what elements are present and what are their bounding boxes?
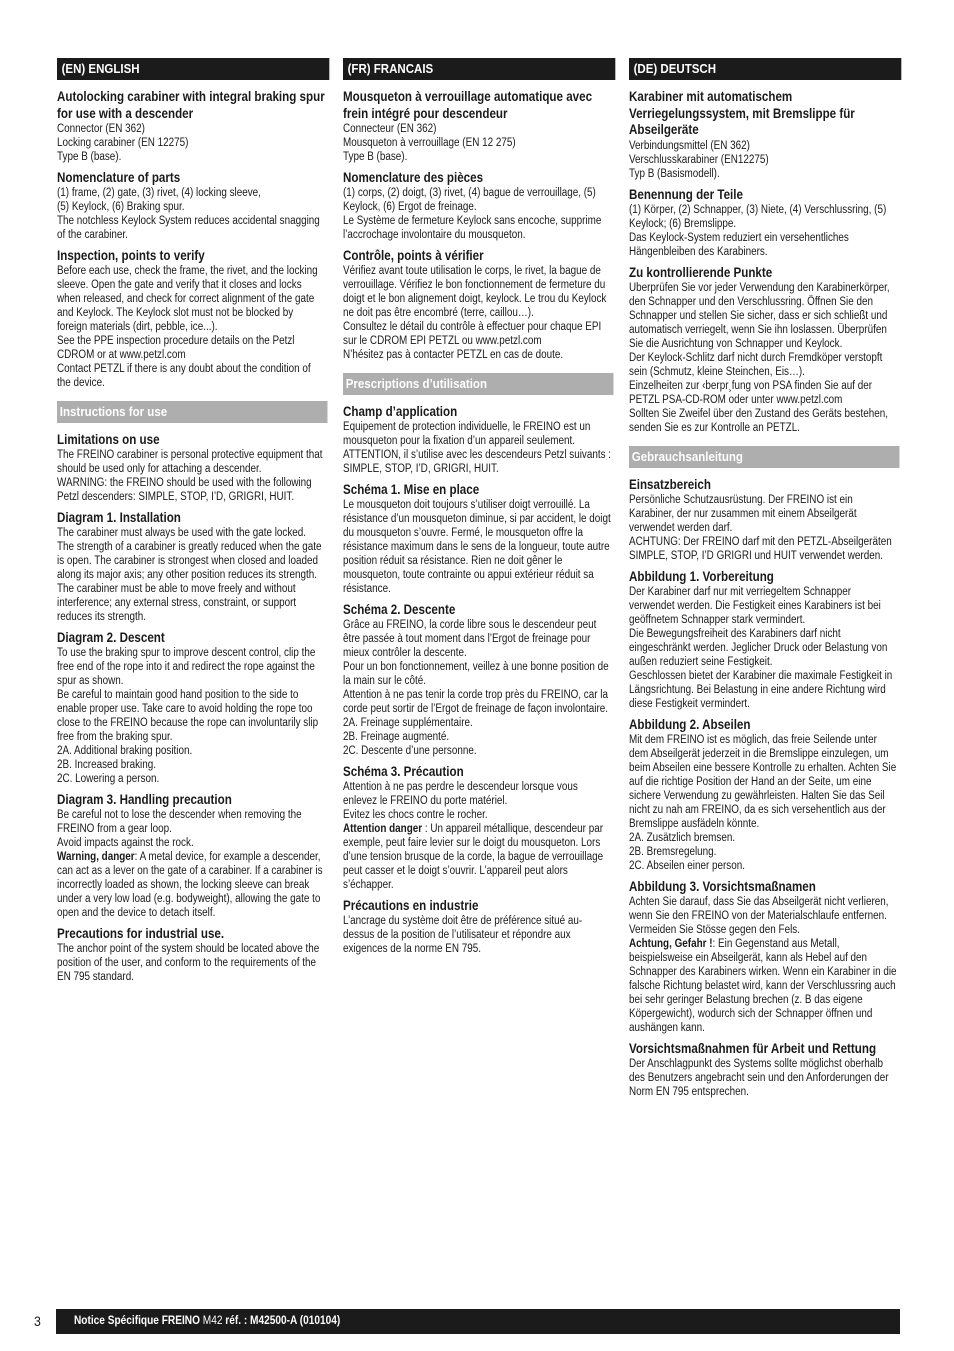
standards-text-en: Connector (EN 362) Locking carabiner (EN 12275) Type B (base). — [57, 123, 189, 163]
industrial-heading-de: Vorsichtsmaßnahmen für Arbeit und Rettung — [629, 1040, 877, 1056]
column-english — [57, 58, 325, 984]
product-title-fr: Mousqueton à verrouillage automatique avec frein intégré pour descendeur — [343, 89, 593, 121]
footer-text — [74, 1309, 340, 1334]
inspection-text-fr: Vérifiez avant toute utilisation le corps, le rivet, la bague de verrouillage. Vérifiez le bon fonctionnement de fermeture du doigt et le bon alignement doigt, keylock. Le trou du Keylock ne doit pas être encombré (terre, caillou…). Consultez le détail du contrôle à effectuer pour chaque EPI sur le CDROM EPI PETZL ou www.petzl.com N’hésitez pas à contacter PETZL en cas de doute. — [343, 265, 607, 361]
product-title-en: Autolocking carabiner with integral braking spur for use with a descender — [57, 89, 325, 121]
diagram3-heading-fr: Schéma 3. Précaution — [343, 764, 464, 779]
diagram3-text-part1-en: Be careful not to lose the descender when removing the FREINO from a gear loop. Avoid impacts against the rock. — [57, 809, 302, 849]
instructions-bar-de: Gebrauchsanleitung — [629, 446, 900, 468]
warning-label-de: Achtung, Gefahr ! — [629, 937, 713, 950]
limitations-text-fr: Equipement de protection individuelle, le FREINO est un mousqueton pour la fixation d’un appareil seulement. ATTENTION, il s’utilise avec les descendeurs Petzl suivants : SIMPLE, STOP, I’D, GRIGRI, HUIT. — [343, 421, 612, 475]
diagram2-heading-fr: Schéma 2. Descente — [343, 602, 456, 617]
diagram1-heading-en: Diagram 1. Installation — [57, 510, 181, 525]
limitations-heading-fr: Champ d’application — [343, 404, 458, 419]
standards-text-de: Verbindungsmittel (EN 362) Verschlusskarabiner (EN12275) Typ B (Basismodell). — [629, 139, 769, 180]
column-german — [629, 58, 897, 1099]
instructions-bar-fr: Prescriptions d’utilisation — [343, 373, 614, 395]
inspection-heading-fr: Contrôle, points à vérifier — [343, 248, 484, 263]
industrial-text-en: The anchor point of the system should be located above the position of the user, and conform to the requirements of the EN 795 standard. — [57, 943, 320, 983]
diagram3-text-en — [57, 808, 325, 920]
footer-reference: réf. : M42500-A (010104) — [222, 1315, 341, 1327]
diagram3-text-part2-en: : A metal device, for example a descender, can act as a lever on the gate of a carabiner. If a carabiner is incorrectly loaded as shown, the locking sleeve can break under a very low load (e.g. bodyweight), allowing the gate to open and the device to detach itself. — [57, 851, 323, 919]
industrial-heading-en: Precautions for industrial use. — [57, 926, 225, 941]
diagram1-text-de: Der Karabiner darf nur mit verriegeltem Schnapper verwendet werden. Die Festigkeit eines Karabiners ist bei geöffnetem Schnapper stark vermindert. Die Bewegungsfreiheit des Karabiners darf nicht eingeschränkt werden. Jeglicher Druck oder Belastung von außen reduziert seine Festigkeit. Geschlossen bietet der Karabiner die maximale Festigkeit in Längsrichtung. Bei Belastung in eine andere Richtung wird diese Festigkeit vermindert. — [629, 585, 893, 710]
diagram2-heading-de: Abbildung 2. Abseilen — [629, 716, 751, 732]
inspection-heading-en: Inspection, points to verify — [57, 248, 205, 263]
nomenclature-heading-de: Benennung der Teile — [629, 186, 743, 202]
diagram2-text-en: To use the braking spur to improve descent control, clip the free end of the rope into it and redirect the rope against the spur as shown. Be careful to maintain good hand position to the side to enable proper use. Take care to avoid holding the rope too close to the FREINO because the rope can involuntarily slip free from the braking spur. 2A. Additional braking position. 2B. Increased braking. 2C. Lowering a person. — [57, 647, 319, 785]
limitations-text-en: The FREINO carabiner is personal protective equipment that should be used only for attaching a descender. WARNING: the FREINO should be used with the following Petzl descenders: SIMPLE, STOP, I’D, GRIGRI, HUIT. — [57, 449, 323, 503]
limitations-text-de: Persönliche Schutzausrüstung. Der FREINO ist ein Karabiner, der nur zusammen mit einem Abseilgerät verwendet werden darf. ACHTUNG: Der FREINO darf mit den PETZL-Abseilgeräten SIMPLE, STOP, I’D GRIGRI und HUIT verwendet werden. — [629, 493, 892, 562]
industrial-heading-fr: Précautions en industrie — [343, 898, 479, 913]
diagram3-text-fr — [343, 780, 611, 892]
nomenclature-text-fr: (1) corps, (2) doigt, (3) rivet, (4) bague de verrouillage, (5) Keylock, (6) Ergot de freinage. Le Système de fermeture Keylock sans encoche, supprime l’accrochage involontaire du mousqueton. — [343, 187, 602, 241]
nomenclature-heading-fr: Nomenclature des pièces — [343, 170, 484, 185]
diagram1-heading-fr: Schéma 1. Mise en place — [343, 482, 480, 497]
nomenclature-text-de: (1) Körper, (2) Schnapper, (3) Niete, (4) Verschlussring, (5) Keylock; (6) Bremslippe. Das Keylock-System reduziert ein versehentliches Hängenbleiben des Karabiners. — [629, 203, 887, 258]
footer-model: M42 — [202, 1315, 223, 1327]
standards-text-fr: Connecteur (EN 362) Mousqueton à verrouillage (EN 12 275) Type B (base). — [343, 123, 516, 163]
diagram1-heading-de: Abbildung 1. Vorbereitung — [629, 568, 774, 584]
footer-label: Notice Spécifique FREINO — [74, 1315, 203, 1327]
language-header-fr: (FR) FRANCAIS — [343, 58, 616, 80]
inspection-text-de: Überprüfen Sie vor jeder Verwendung den Karabinerkörper, den Schnapper und den Verschlussring. Öffnen Sie den Schnapper und stellen Sie sicher, dass er sich schließt und automatisch verriegelt, wenn Sie ihn loslassen. Überprüfen Sie die Ausrichtung von Schnapper und Keylock. Der Keylock-Schlitz darf nicht durch Fremdköper verstopft sein (Schmutz, kleine Steinchen, Eis…). Einzelheiten zur ‹berpr¸fung von PSA finden Sie auf der PETZL PSA-CD-ROM oder unter www.petzl.com Sollten Sie Zweifel über den Zustand des Geräts bestehen, senden Sie es zur Kontrolle an PETZL. — [629, 281, 890, 434]
diagram3-text-de — [629, 895, 897, 1035]
language-header-en: (EN) ENGLISH — [57, 58, 330, 80]
inspection-heading-de: Zu kontrollierende Punkte — [629, 264, 773, 280]
diagram2-text-de: Mit dem FREINO ist es möglich, das freie Seilende unter dem Abseilgerät jederzeit in die Bremslippe einzulegen, um beim Abseilen eine bessere Kontrolle zu erhalten. Achten Sie auf die richtige Position der Hand an der Seite, um eine sichere Verwendung zu gewährleisten. Halten Sie das Seil nicht zu nah am FREINO, da es sich versehentlich aus der Bremslippe ausfädeln könnte. 2A. Zusätzlich bremsen. 2B. Bremsregelung. 2C. Abseilen einer person. — [629, 733, 897, 872]
footer-bar — [56, 1309, 900, 1334]
industrial-text-fr: L’ancrage du système doit être de préférence situé au-dessus de la position de l’utilisateur et répondre aux exigences de la norme EN 795. — [343, 915, 583, 955]
diagram3-heading-en: Diagram 3. Handling precaution — [57, 792, 232, 807]
diagram2-text-fr: Grâce au FREINO, la corde libre sous le descendeur peut être passée à tout moment dans l’Ergot de freinage pour mieux contrôler la descente. Pour un bon fonctionnement, veillez à une bonne position de la main sur le côté. Attention à ne pas tenir la corde trop près du FREINO, car la corde peut sortir de l’Ergot de freinage de façon involontaire. 2A. Freinage supplémentaire. 2B. Freinage augmenté. 2C. Descente d’une personne. — [343, 619, 609, 757]
diagram3-text-part1-de: Achten Sie darauf, dass Sie das Abseilgerät nicht verlieren, wenn Sie den FREINO von der Materialschlaufe entfernen. Vermeiden Sie Stösse gegen den Fels. — [629, 895, 889, 936]
diagram1-text-en: The carabiner must always be used with the gate locked. The strength of a carabiner is greatly reduced when the gate is open. The carabiner is strongest when closed and loaded along its major axis; any other position reduces its strength. The carabiner must be able to move freely and without interference; any external stress, constraint, or support reduces its strength. — [57, 527, 322, 623]
diagram3-text-part2-fr: : Un appareil métallique, descendeur par exemple, peut faire levier sur le doigt du mousqueton. Lors d’une tension brusque de la corde, la bague de verrouillage peut casser et le doigt s’ouvrir. L’appareil peut alors s’échapper. — [343, 823, 604, 891]
instructions-bar-en: Instructions for use — [57, 401, 328, 423]
diagram3-heading-de: Abbildung 3. Vorsichtsmaßnamen — [629, 878, 816, 894]
diagram3-text-part1-fr: Attention à ne pas perdre le descendeur lorsque vous enlevez le FREINO du porte matériel. Evitez les chocs contre le rocher. — [343, 781, 578, 821]
nomenclature-heading-en: Nomenclature of parts — [57, 170, 181, 185]
diagram3-text-part2-de: : Ein Gegenstand aus Metall, beispielsweise ein Abseilgerät, kann als Hebel auf den Schnapper des Karabiners wirken. Wenn ein Karabiner in die falsche Richtung belastet wird, kann der Verschlussring auch bei sehr geringer Belastung brechen (z. B das eigene Köpergewicht), wodurch sich der Schnapper öffnen und aushängen kann. — [629, 937, 897, 1034]
language-header-de: (DE) DEUTSCH — [629, 58, 902, 80]
inspection-text-en: Before each use, check the frame, the rivet, and the locking sleeve. Open the gate and verify that it closes and locks when released, and check for correct alignment of the gate and Keylock. The Keylock slot must not be blocked by foreign materials (dirt, pebble, ice...). See the PPE inspection procedure details on the Petzl CDROM or at www.petzl.com Contact PETZL if there is any doubt about the condition of the device. — [57, 265, 318, 389]
industrial-text-de: Der Anschlagpunkt des Systems sollte möglichst oberhalb des Benutzers angebracht sein und den Anforderungen der Norm EN 795 entsprechen. — [629, 1057, 889, 1098]
diagram1-text-fr: Le mousqueton doit toujours s’utiliser doigt verrouillé. La résistance d’un mousqueton diminue, si par accident, le doigt du mousqueton s’ouvre. Fermé, le mousqueton offre la résistance maximum dans le sens de la longueur, toute autre position réduit sa résistance. Rien ne doit gêner le mousqueton, toute contrainte ou appui extérieur réduit sa résistance. — [343, 499, 611, 595]
page-number: 3 — [34, 1313, 41, 1329]
warning-label-en: Warning, danger — [57, 851, 135, 863]
warning-label-fr: Attention danger — [343, 823, 423, 835]
limitations-heading-de: Einsatzbereich — [629, 476, 711, 492]
limitations-heading-en: Limitations on use — [57, 432, 160, 447]
diagram2-heading-en: Diagram 2. Descent — [57, 630, 165, 645]
column-french — [343, 58, 611, 956]
product-title-de: Karabiner mit automatischem Verriegelungssystem, mit Bremslippe für Abseilgeräte — [629, 89, 855, 137]
nomenclature-text-en: (1) frame, (2) gate, (3) rivet, (4) locking sleeve, (5) Keylock, (6) Braking spur. The notchless Keylock System reduces accidental snagging of the carabiner. — [57, 187, 320, 241]
